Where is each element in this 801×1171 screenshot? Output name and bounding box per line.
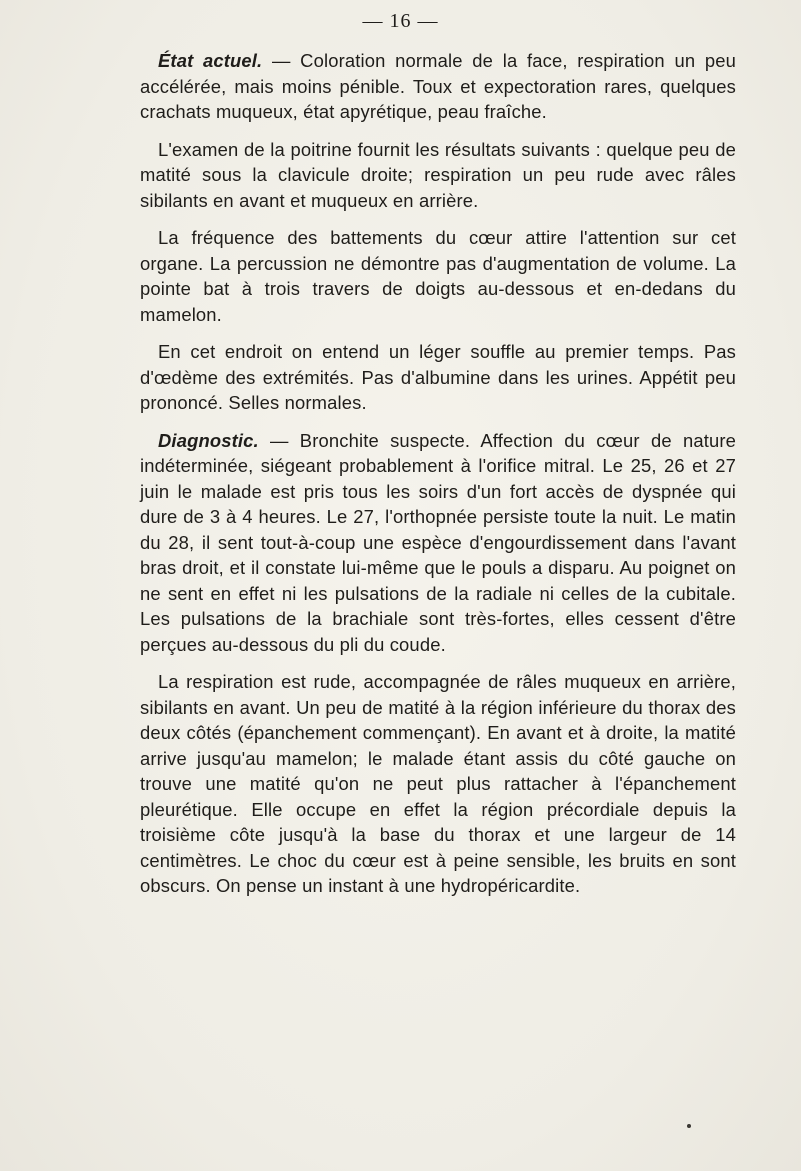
ink-speck [687,1124,691,1128]
paragraph-souffle [140,339,736,416]
paragraph-diagnostic [140,428,736,658]
paragraph-text: L'examen de la poitrine fournit les résultats suivants : quelque peu de matité sous la clavicule droite; respiration un peu rude avec râles sibilants en avant et muqueux en arrière. [140,138,736,211]
body-text [140,48,736,911]
paragraph-frequence [140,225,736,327]
section-label-diagnostic: Diagnostic. [158,429,259,451]
paragraph-text: — Bronchite suspecte. Affection du cœur de nature indéterminée, siégeant probablement à l'orifice mitral. Le 25, 26 et 27 juin le malade est pris tous les soirs d'un fort accès de dyspnée qui dure de 3 à 4 heures. Le 27, l'orthopnée persiste toute la nuit. Le matin du 28, il sent tout-à-coup une espèce d'engourdissement dans l'avant bras droit, et il constate lui-même que le pouls a disparu. Au poignet on ne sent en effet ni les pulsations de la radiale ni celles de la cubitale. Les pulsations de la brachiale sont très-fortes, elles cessent d'être perçues au-dessous du pli du coude. [140,429,736,655]
section-label-etat-actuel: État actuel. [158,50,263,71]
paragraph-text: La fréquence des battements du cœur attire l'attention sur cet organe. La percussion ne démontre pas d'augmentation de volume. La pointe bat à trois travers de doigts au-dessous et en-dedans du mamelon. [140,227,736,325]
paragraph-etat-actuel [140,48,736,125]
paragraph-respiration [140,669,736,899]
paragraph-examen [140,137,736,214]
paragraph-text: — Coloration normale de la face, respiration un peu accélérée, mais moins pénible. Toux et expectoration rares, quelques crachats muqueux, état apyrétique, peau fraîche. [140,50,736,122]
page-number: — 16 — [362,10,439,32]
paragraph-text: En cet endroit on entend un léger souffle au premier temps. Pas d'œdème des extrémités. Pas d'albumine dans les urines. Appétit peu prononcé. Selles normales. [140,341,736,413]
paragraph-text: La respiration est rude, accompagnée de râles muqueux en arrière, sibilants en avant. Un peu de matité à la région inférieure du thorax des deux côtés (épanchement commençant). En avant et à droite, la matité arrive jusqu'au mamelon; le malade étant assis du côté gauche on trouve une matité qu'on ne peut plus rattacher à l'épanchement pleurétique. Elle occupe en effet la région précordiale depuis la troisième côte jusqu'à la base du thorax et une largeur de 14 centimètres. Le choc du cœur est à peine sensible, les bruits en sont obscurs. On pense un instant à une hydropéricardite. [140,671,736,896]
